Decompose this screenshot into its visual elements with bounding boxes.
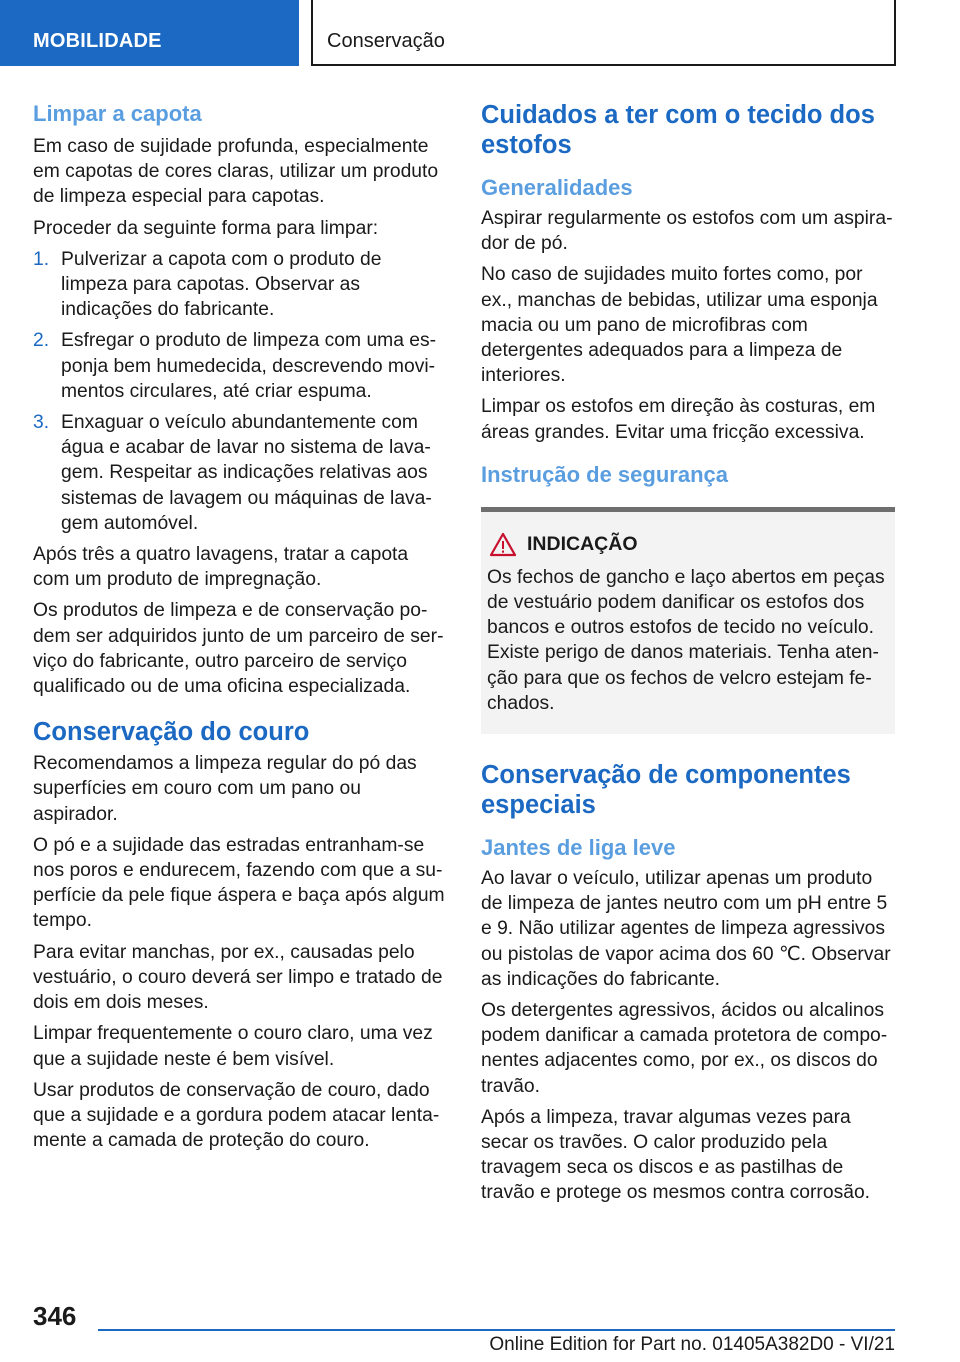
paragraph: Para evitar manchas, por ex., causadas pelo vestuário, o couro deverá ser limpo e tratado de dois em dois meses.	[33, 941, 443, 1014]
step-text: Enxaguar o veículo abundantemente com água e acabar de lavar no sistema de lavagem. Respeitar as indicações relativas aos sistemas de lavagem ou máquinas de lavagem automóvel.	[61, 412, 432, 534]
step-number: 3.	[33, 412, 50, 434]
warning-text: Os fechos de gancho e laço abertos em peças de vestuário podem danificar os estofos dos bancos e outros estofos de tecido no veículo. Existe perigo de danos materiais. Tenha atenção para que os fechos de velcro estejam fechados.	[487, 566, 885, 714]
right-column	[481, 100, 895, 1212]
warning-header	[487, 532, 889, 557]
step-text: Pulverizar a capota com o produto de limpeza para capotas. Observar as indicações do fabricante.	[61, 248, 382, 321]
paragraph: Aspirar regularmente os estofos com um aspirador de pó.	[481, 208, 893, 255]
heading-componentes-especiais: Conservação de componentes especiais	[481, 761, 851, 820]
heading-tecido-estofos: Cuidados a ter com o tecido dos estofos	[481, 101, 875, 159]
paragraph: Limpar os estofos em direção às costuras, em áreas grandes. Evitar uma fricção excessiva.	[481, 396, 876, 443]
list-item	[33, 328, 447, 404]
heading-instrucao-seguranca: Instrução de segurança	[481, 461, 728, 487]
heading-generalidades: Generalidades	[481, 175, 633, 200]
step-text: Esfregar o produto de limpeza com uma esponja bem humedecida, descrevendo movimentos circulares, até criar espuma.	[61, 330, 437, 402]
warning-triangle-icon	[489, 532, 517, 557]
step-number: 2.	[33, 330, 50, 352]
chapter-tab	[0, 0, 299, 66]
step-number: 1.	[33, 248, 50, 270]
heading-conservacao-couro: Conservação do couro	[33, 718, 310, 747]
list-item	[33, 410, 447, 536]
section-title: Conservação	[327, 30, 445, 52]
paragraph: Após três a quatro lavagens, tratar a capota com um produto de impregnação.	[33, 544, 409, 591]
paragraph: Em caso de sujidade profunda, especialmente em capotas de cores claras, utilizar um produto de limpeza especial para capotas.	[33, 136, 439, 208]
list-item	[33, 247, 447, 323]
warning-box	[481, 507, 895, 734]
page-header	[0, 0, 960, 66]
heading-limpar-capota: Limpar a capota	[33, 101, 202, 126]
footer-divider	[98, 1329, 895, 1331]
paragraph: Após a limpeza, travar algumas vezes para secar os travões. O calor produzido pela travagem seca os discos e as pastilhas de travão e protege os mesmos contra corrosão.	[481, 1106, 871, 1204]
paragraph: O pó e a sujidade das estradas entranham-se nos poros e endurecem, fazendo com que a superfície da pele fique áspera e baça após algum tempo.	[33, 834, 445, 932]
left-column	[33, 100, 447, 1159]
paragraph: Usar produtos de conservação de couro, dado que a sujidade e a gordura podem atacar lentamente a camada de proteção do couro.	[33, 1079, 440, 1152]
page-number: 346	[33, 1301, 77, 1331]
steps-list	[33, 247, 447, 536]
paragraph: Os produtos de limpeza e de conservação podem ser adquiridos junto de um parceiro de serviço do fabricante, outro parceiro de serviço qualificado ou de uma oficina especializada.	[33, 600, 444, 698]
edition-info: Online Edition for Part no. 01405A382D0 - VI/21	[489, 1334, 895, 1355]
paragraph: Ao lavar o veículo, utilizar apenas um produto de limpeza de jantes neutro com um pH entre 5 e 9. Não utilizar agentes de limpeza agressivos ou pistolas de vapor acima dos 60 ℃. Observar as indicações do fabricante.	[481, 868, 891, 990]
paragraph: Limpar frequentemente o couro claro, uma vez que a sujidade neste é bem visível.	[33, 1023, 433, 1070]
section-tab	[311, 0, 896, 66]
paragraph: No caso de sujidades muito fortes como, por ex., manchas de bebidas, utilizar uma esponja macia ou um pano de microfibras com detergentes adequados para a limpeza de interiores.	[481, 264, 878, 387]
paragraph: Recomendamos a limpeza regular do pó das superfícies em couro com um pano ou aspirador.	[33, 753, 417, 825]
chapter-title: MOBILIDADE	[33, 30, 162, 52]
warning-title: INDICAÇÃO	[527, 532, 638, 555]
paragraph: Proceder da seguinte forma para limpar:	[33, 217, 379, 239]
paragraph: Os detergentes agressivos, ácidos ou alcalinos podem danificar a camada protetora de componentes adjacentes como, por ex., os discos do travão.	[481, 1000, 888, 1097]
heading-jantes: Jantes de liga leve	[481, 835, 676, 861]
